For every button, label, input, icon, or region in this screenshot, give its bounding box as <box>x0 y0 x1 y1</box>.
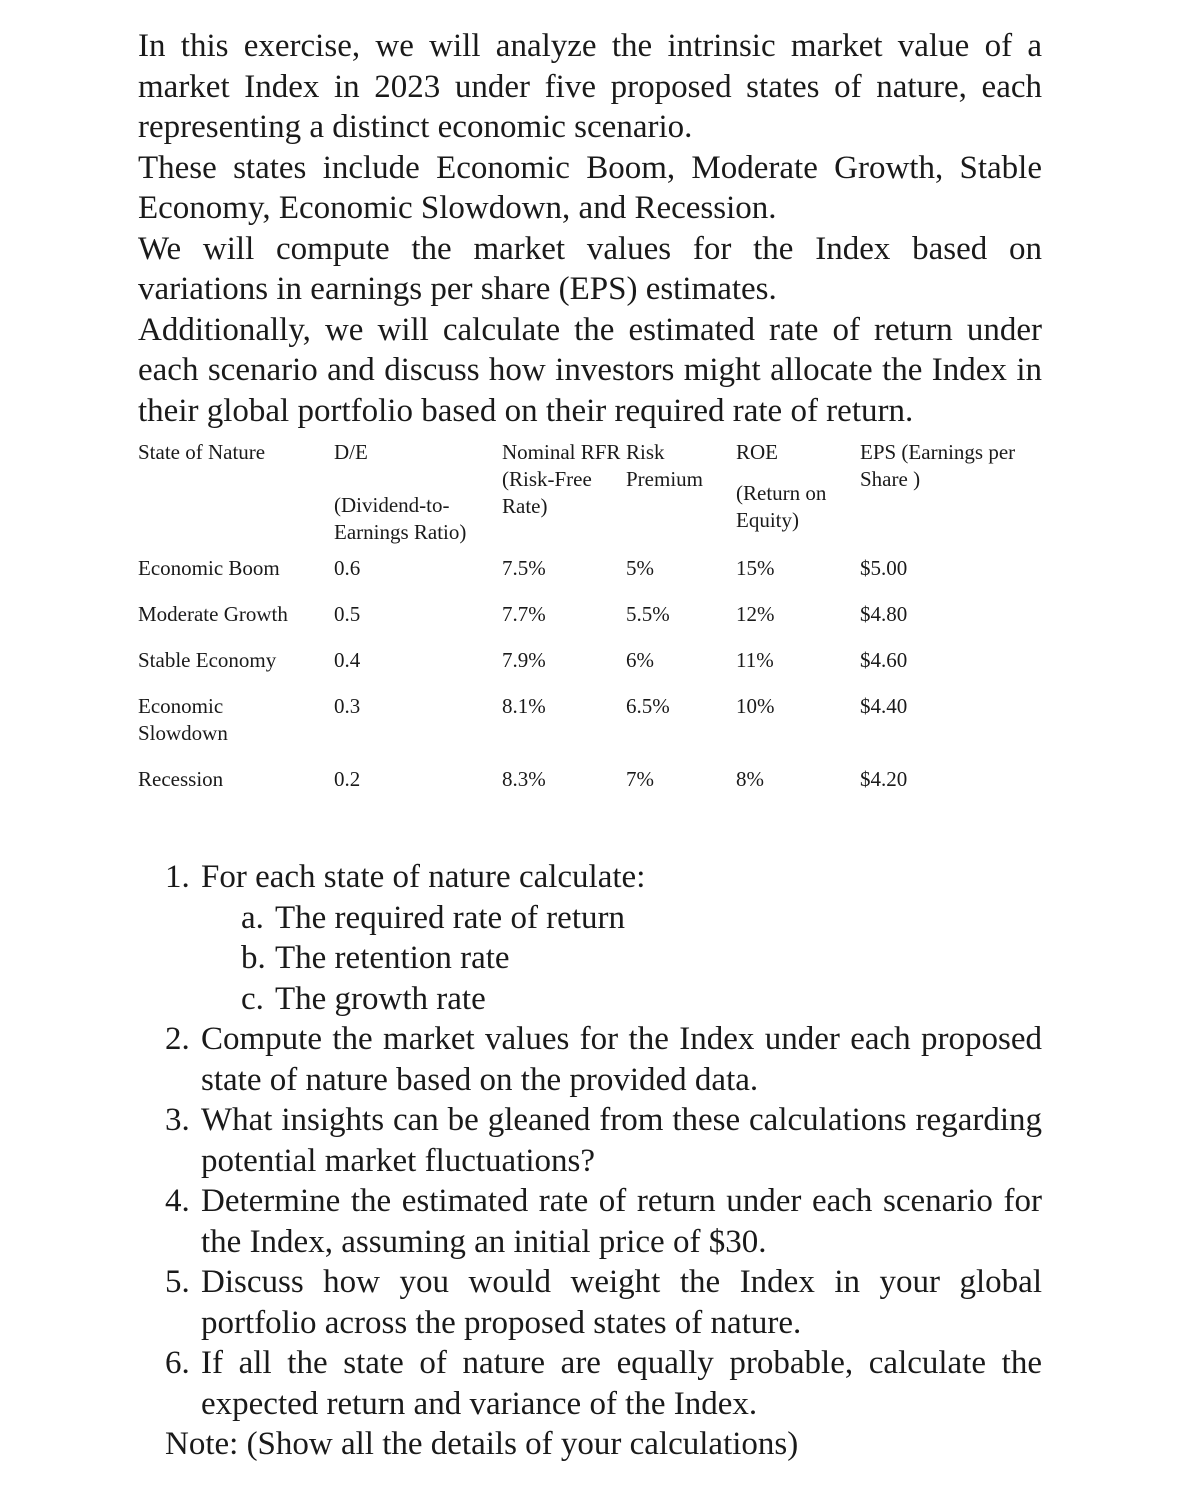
states-of-nature-table <box>138 439 1018 812</box>
cell-state: Moderate Growth <box>138 602 288 626</box>
cell-de: 0.2 <box>334 767 361 791</box>
header-rfr: Nominal RFR (Risk-Free Rate) <box>502 440 621 518</box>
cell-roe: 8% <box>736 767 764 791</box>
question-2 <box>165 1019 1042 1100</box>
table-row <box>138 555 1018 601</box>
cell-premium: 6% <box>626 648 654 672</box>
intro-paragraph-3: We will compute the market values for the Index based on variations in earnings per share (EPS) estimates. <box>138 230 1042 307</box>
question-number: 5. <box>165 1264 190 1300</box>
cell-rfr: 8.1% <box>502 694 546 718</box>
table-row <box>138 601 1018 647</box>
cell-eps: $4.80 <box>860 602 908 626</box>
cell-rfr: 7.9% <box>502 648 546 672</box>
question-3 <box>165 1100 1042 1181</box>
cell-rfr: 8.3% <box>502 767 546 791</box>
note-text: Note: (Show all the details of your calculations) <box>165 1426 799 1462</box>
question-number: 4. <box>165 1183 190 1219</box>
cell-eps: $4.60 <box>860 648 908 672</box>
table-row <box>138 766 1018 812</box>
cell-roe: 11% <box>736 648 774 672</box>
cell-roe: 12% <box>736 602 775 626</box>
question-text: Discuss how you would weight the Index in your global portfolio across the proposed states of nature. <box>201 1264 1042 1341</box>
cell-de: 0.5 <box>334 602 361 626</box>
questions-section <box>138 857 1042 1465</box>
header-de-main: D/E <box>334 440 368 464</box>
question-text: For each state of nature calculate: <box>201 859 646 895</box>
question-number: 3. <box>165 1102 190 1138</box>
cell-premium: 5.5% <box>626 602 670 626</box>
intro-paragraph-4: Additionally, we will calculate the estimated rate of return under each scenario and discuss how investors might allocate the Index in their global portfolio based on their required rate of return. <box>138 311 1042 429</box>
cell-premium: 7% <box>626 767 654 791</box>
question-number: 6. <box>165 1345 190 1381</box>
cell-state: Economic Boom <box>138 556 280 580</box>
cell-de: 0.6 <box>334 556 361 580</box>
table-header-row <box>138 439 1018 555</box>
question-1-sublist <box>201 898 1042 1020</box>
question-4 <box>165 1181 1042 1262</box>
sub-letter: c. <box>241 980 264 1017</box>
question-5 <box>165 1262 1042 1343</box>
table-row <box>138 647 1018 693</box>
header-de-sub: (Dividend-to-Earnings Ratio) <box>334 493 467 544</box>
question-6 <box>165 1343 1042 1424</box>
question-text: If all the state of nature are equally probable, calculate the expected return and variance of the Index. <box>201 1345 1042 1422</box>
header-state: State of Nature <box>138 440 266 464</box>
cell-roe: 15% <box>736 556 775 580</box>
document-page <box>138 26 1042 1465</box>
sub-question-a <box>241 898 1042 939</box>
cell-state: Stable Economy <box>138 648 277 672</box>
header-premium: Risk Premium <box>626 440 703 491</box>
question-text: What insights can be gleaned from these calculations regarding potential market fluctuations? <box>201 1102 1042 1179</box>
header-roe-sub: (Return on Equity) <box>736 481 827 532</box>
header-roe-main: ROE <box>736 440 778 464</box>
cell-premium: 6.5% <box>626 694 670 718</box>
cell-de: 0.3 <box>334 694 361 718</box>
cell-rfr: 7.5% <box>502 556 546 580</box>
sub-text: The required rate of return <box>275 899 625 936</box>
cell-de: 0.4 <box>334 648 361 672</box>
sub-letter: b. <box>241 940 266 976</box>
intro-paragraph-2: These states include Economic Boom, Moderate Growth, Stable Economy, Economic Slowdown, and Recession. <box>138 149 1042 226</box>
cell-eps: $4.40 <box>860 694 908 718</box>
sub-letter: a. <box>241 899 264 936</box>
sub-text: The retention rate <box>275 940 510 976</box>
cell-eps: $5.00 <box>860 556 908 580</box>
cell-state: Economic Slowdown <box>138 694 228 745</box>
intro-section <box>138 26 1042 431</box>
cell-state: Recession <box>138 767 224 791</box>
intro-paragraph-1: In this exercise, we will analyze the intrinsic market value of a market Index in 2023 under five proposed states of nature, each representing a distinct economic scenario. <box>138 28 1042 145</box>
cell-rfr: 7.7% <box>502 602 546 626</box>
header-eps: EPS (Earnings per Share ) <box>860 440 1016 491</box>
cell-premium: 5% <box>626 556 654 580</box>
sub-text: The growth rate <box>275 980 486 1017</box>
cell-eps: $4.20 <box>860 767 908 791</box>
question-number: 1. <box>165 859 190 895</box>
question-text: Compute the market values for the Index under each proposed state of nature based on the provided data. <box>201 1021 1042 1098</box>
sub-question-c <box>241 979 1042 1020</box>
header-roe <box>736 439 860 555</box>
question-number: 2. <box>165 1021 190 1057</box>
question-text: Determine the estimated rate of return under each scenario for the Index, assuming an initial price of $30. <box>201 1183 1042 1260</box>
sub-question-b <box>241 938 1042 979</box>
table-row <box>138 693 1018 766</box>
cell-roe: 10% <box>736 694 775 718</box>
header-de <box>334 439 502 555</box>
question-1 <box>165 857 1042 1019</box>
